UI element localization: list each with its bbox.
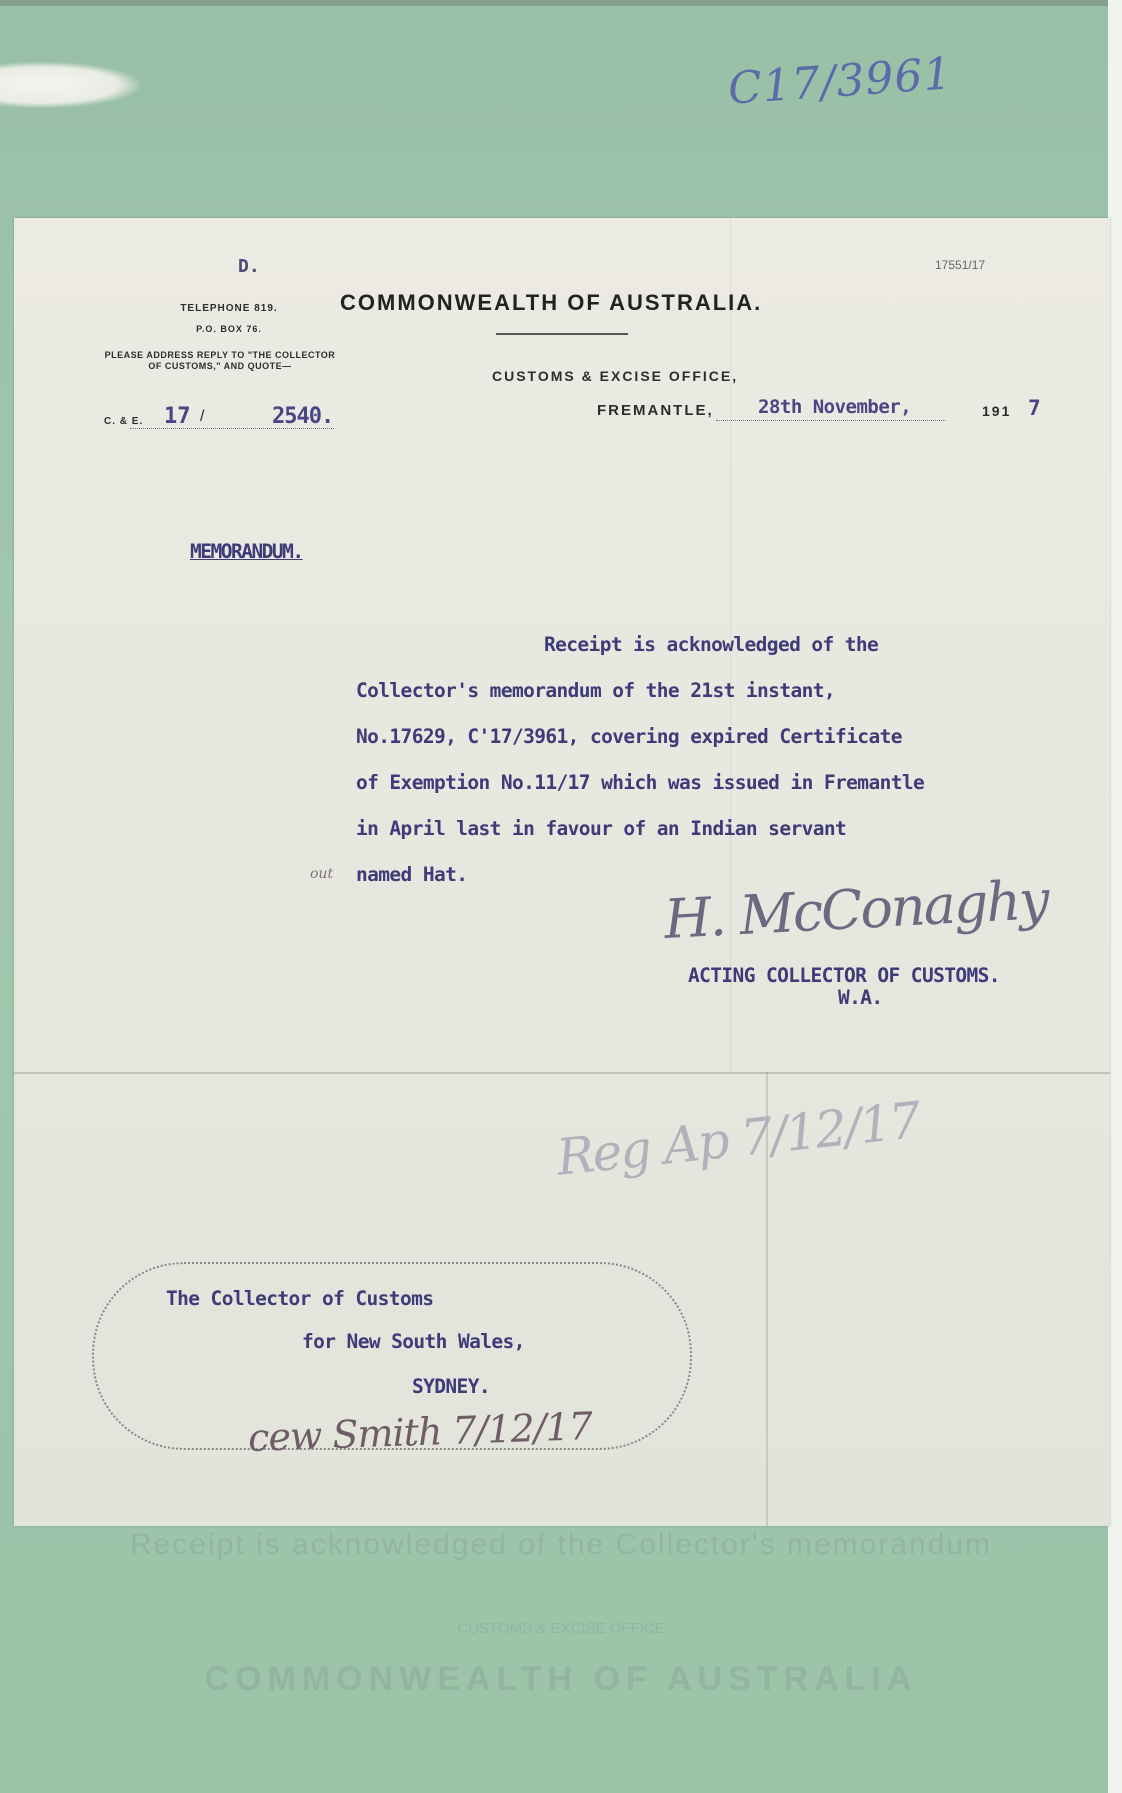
reply-instruction: PLEASE ADDRESS REPLY TO "THE COLLECTOR OF CUSTOMS," AND QUOTE— bbox=[104, 350, 336, 371]
memo-line-5: in April last in favour of an Indian servant bbox=[356, 817, 847, 840]
memo-line-6: named Hat. bbox=[356, 863, 468, 886]
series-mark: D. bbox=[238, 256, 260, 277]
signatory-title: ACTING COLLECTOR OF CUSTOMS. bbox=[688, 964, 1000, 987]
po-box: P.O. BOX 76. bbox=[196, 324, 262, 334]
telephone-number: TELEPHONE 819. bbox=[180, 303, 278, 314]
ghost-text-line-3: COMMONWEALTH OF AUSTRALIA bbox=[204, 1660, 918, 1698]
backing-top-edge bbox=[0, 0, 1122, 6]
reference-part-a: 17 bbox=[164, 404, 191, 429]
file-reference-handwritten: C17/3961 bbox=[726, 48, 954, 115]
backing-right-edge bbox=[1108, 0, 1122, 1793]
addressee-line-3: SYDNEY. bbox=[412, 1375, 490, 1398]
addressee-line-1: The Collector of Customs bbox=[166, 1287, 434, 1310]
year-suffix: 7 bbox=[1028, 396, 1041, 420]
reference-separator: / bbox=[200, 408, 205, 425]
office-name: CUSTOMS & EXCISE OFFICE, bbox=[492, 368, 739, 384]
office-city: FREMANTLE, bbox=[597, 402, 714, 419]
memo-body bbox=[356, 622, 924, 898]
reference-label: C. & E. bbox=[104, 416, 144, 427]
year-prefix: 191 bbox=[982, 403, 1012, 419]
letterhead-title: COMMONWEALTH OF AUSTRALIA. bbox=[340, 290, 763, 315]
paper-tear bbox=[0, 62, 140, 108]
registration-note: Reg Ap 7/12/17 bbox=[553, 1091, 922, 1187]
margin-annotation: out bbox=[310, 866, 334, 882]
memo-line-3: No.17629, C'17/3961, covering expired Certificate bbox=[356, 725, 902, 748]
ghost-text-line-2: CUSTOMS & EXCISE OFFICE bbox=[457, 1620, 665, 1637]
memorandum-heading: MEMORANDUM. bbox=[190, 540, 303, 563]
fold-crease-horizontal bbox=[14, 1072, 1110, 1074]
memo-line-1: Receipt is acknowledged of the bbox=[544, 633, 879, 656]
addressee-line-2: for New South Wales, bbox=[302, 1330, 525, 1353]
memo-date: 28th November, bbox=[758, 396, 912, 418]
document-number: 17551/17 bbox=[935, 258, 986, 272]
memo-line-4: of Exemption No.11/17 which was issued in Fremantle bbox=[356, 771, 925, 794]
reference-part-b: 2540. bbox=[272, 404, 334, 429]
signature: H. McConaghy bbox=[662, 868, 1050, 951]
ghost-text-line-1: Receipt is acknowledged of the Collector's memorandum bbox=[129, 1528, 993, 1561]
date-dotted-line bbox=[716, 420, 946, 421]
memo-line-2: Collector's memorandum of the 21st instant, bbox=[356, 679, 836, 702]
signatory-state: W.A. bbox=[838, 986, 883, 1009]
handwritten-annotation: cew Smith 7/12/17 bbox=[247, 1404, 593, 1460]
letterhead-rule bbox=[496, 333, 628, 335]
